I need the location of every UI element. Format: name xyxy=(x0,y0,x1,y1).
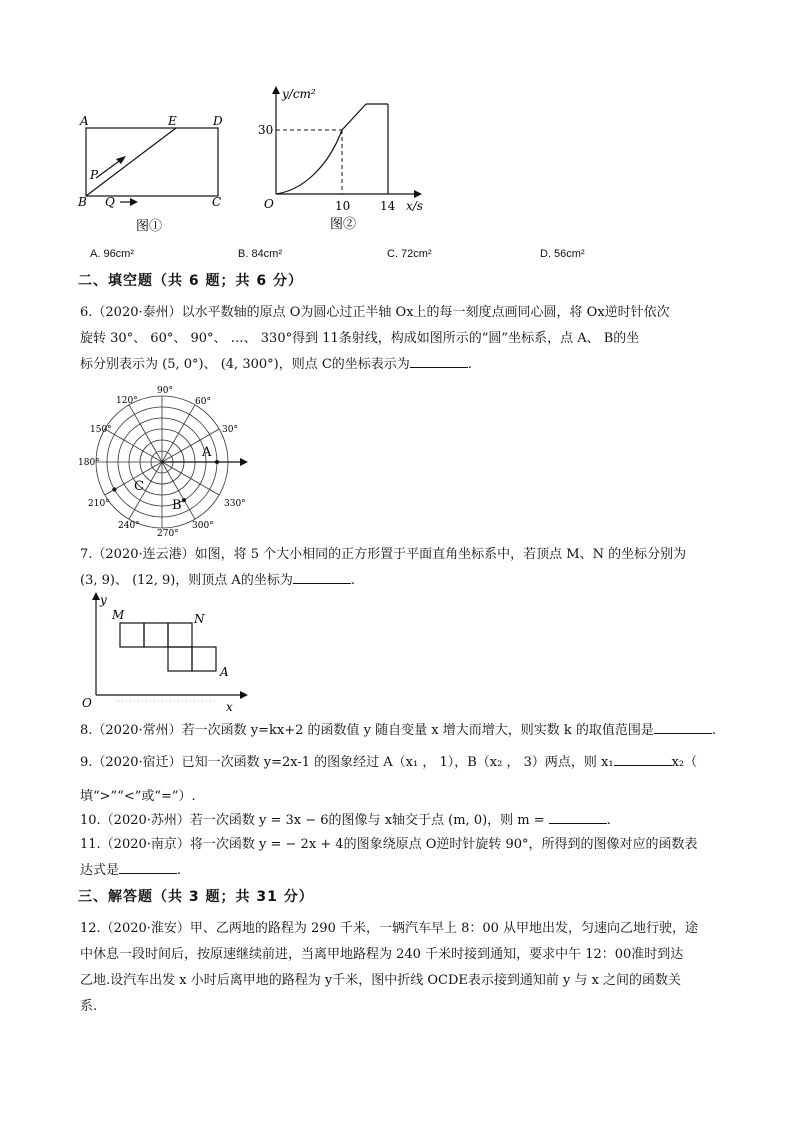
label-P: P xyxy=(90,168,99,182)
label-A: A xyxy=(80,114,89,128)
q9-line2: 填“>”“<”或“=”）. xyxy=(80,789,196,804)
angle-240: 240° xyxy=(118,521,140,531)
question-12 xyxy=(80,916,720,1020)
polar-point-dot xyxy=(182,498,186,502)
caption-fig1: 图① xyxy=(136,219,163,234)
origin-label: O xyxy=(264,197,274,211)
q9-answer-blank[interactable] xyxy=(614,753,672,766)
polar-point-dot xyxy=(113,488,117,492)
angle-60: 60° xyxy=(195,397,211,407)
option-d: D. 56cm² xyxy=(540,248,585,260)
angle-120: 120° xyxy=(116,396,138,406)
point-B: B xyxy=(172,498,182,513)
polar-ray xyxy=(162,462,219,495)
label-Q: Q xyxy=(105,195,115,209)
polar-ray xyxy=(129,405,162,462)
question-9: 9.（2020·宿迁）已知一次函数 y=2x-1 的图象经过 A（x₁ ， 1），B（x₂ ， 3）两点，则 x₁ x₂（ 填“>”“<”或“=”）. xyxy=(80,750,720,810)
angle-150: 150° xyxy=(90,425,112,435)
q12-line1: 12.（2020·淮安）甲、乙两地的路程为 290 千米，一辆汽车早上 8：00 从甲地出发，匀速向乙地行驶，途 xyxy=(80,921,699,936)
polar-coordinate-figure xyxy=(78,382,258,542)
q11-line1: 11.（2020·南京）将一次函数 y = − 2x + 4的图象绕原点 O逆时针旋转 90°，所得到的图像对应的函数表 xyxy=(80,837,698,852)
question-6 xyxy=(80,300,720,378)
angle-90: 90° xyxy=(157,386,173,396)
question-7 xyxy=(80,542,720,594)
q7-line1: 7.（2020·连云港）如图，将 5 个大小相同的正方形置于平面直角坐标系中，若顶点 M、N 的坐标分别为 xyxy=(80,547,687,562)
q8-answer-blank[interactable] xyxy=(654,721,712,734)
q10-answer-blank[interactable] xyxy=(549,811,607,824)
question-8: 8.（2020·常州）若一次函数 y=kx+2 的函数值 y 随自变量 x 增大而增大，则实数 k 的取值范围是 . xyxy=(80,723,716,738)
vertex-N: N xyxy=(194,612,205,626)
axis-x-label: x/s xyxy=(406,199,423,213)
angle-270: 270° xyxy=(157,529,179,539)
q6-line2: 旋转 30°、 60°、 90°、 …、 330°得到 11条射线，构成如图所示的“圆”坐标系，点 A、 B的坐 xyxy=(80,331,640,346)
question-10: 10.（2020·苏州）若一次函数 y = 3x − 6的图像与 x轴交于点 (m, 0)，则 m = . xyxy=(80,813,611,828)
point-C: C xyxy=(134,479,144,494)
q11-answer-blank[interactable] xyxy=(119,861,177,874)
label-D: D xyxy=(213,114,223,128)
q6-line1: 6.（2020·泰州）以水平数轴的原点 O为圆心过正半轴 Ox上的每一刻度点画同心圆，将 Ox逆时针依次 xyxy=(80,305,670,320)
q12-line4: 系. xyxy=(80,999,98,1014)
figure-2-graph xyxy=(258,82,438,237)
option-a: A. 96cm² xyxy=(90,248,135,260)
q8-text: 8.（2020·常州）若一次函数 y=kx+2 的函数值 y 随自变量 x 增大而增大，则实数 k 的取值范围是 xyxy=(80,723,654,738)
option-c: C. 72cm² xyxy=(387,248,432,260)
vertex-M: M xyxy=(112,608,125,622)
polar-ray xyxy=(162,405,195,462)
figure-1-rectangle xyxy=(78,112,238,237)
q6-line3: 标分别表示为 (5, 0°)、 (4, 300°)，则点 C的坐标表示为 . xyxy=(80,357,472,372)
point-A: A xyxy=(202,445,212,460)
origin-O: O xyxy=(82,696,92,710)
label-E: E xyxy=(168,114,177,128)
q9-line1: 9.（2020·宿迁）已知一次函数 y=2x-1 的图象经过 A（x₁ ， 1），B（x₂ ， 3）两点，则 x₁ xyxy=(80,755,614,770)
q12-line2: 中休息一段时间后，按原速继续前进，当离甲地路程为 240 千米时接到通知，要求中午 12：00准时到达 xyxy=(80,947,684,962)
angle-210: 210° xyxy=(88,499,110,509)
q6-answer-blank[interactable] xyxy=(410,355,468,368)
squares-figure xyxy=(78,590,258,715)
angle-330: 330° xyxy=(224,499,246,509)
vertex-A: A xyxy=(220,665,229,679)
q7-line2: (3, 9)、 (12, 9)，则顶点 A的坐标为 . xyxy=(80,573,355,588)
tick-14: 14 xyxy=(380,199,396,213)
label-C: C xyxy=(212,195,222,209)
q12-line3: 乙地.设汽车出发 x 小时后离甲地的路程为 y千米，图中折线 OCDE表示接到通知前 y 与 x 之间的函数关 xyxy=(80,973,682,988)
axis-x: x xyxy=(226,700,233,714)
section-2-title: 二、填空题（共 6 题；共 6 分） xyxy=(78,273,303,289)
label-B: B xyxy=(78,195,87,209)
polar-ray xyxy=(105,429,162,462)
axis-y: y xyxy=(100,593,107,607)
angle-300: 300° xyxy=(192,521,214,531)
tick-10: 10 xyxy=(335,199,351,213)
section-3-title: 三、解答题（共 3 题；共 31 分） xyxy=(78,889,314,905)
q7-answer-blank[interactable] xyxy=(293,571,351,584)
q10-text: 10.（2020·苏州）若一次函数 y = 3x − 6的图像与 x轴交于点 (m, 0)，则 m = xyxy=(80,813,545,828)
question-11: 11.（2020·南京）将一次函数 y = − 2x + 4的图象绕原点 O逆时针旋转 90°，所得到的图像对应的函数表 达式是 . xyxy=(80,832,720,884)
option-b: B. 84cm² xyxy=(238,248,283,260)
axis-y-label: y/cm² xyxy=(282,87,316,101)
tick-30: 30 xyxy=(258,123,274,137)
caption-fig2: 图② xyxy=(330,217,357,232)
angle-30: 30° xyxy=(222,425,238,435)
angle-180: 180° xyxy=(78,458,100,468)
